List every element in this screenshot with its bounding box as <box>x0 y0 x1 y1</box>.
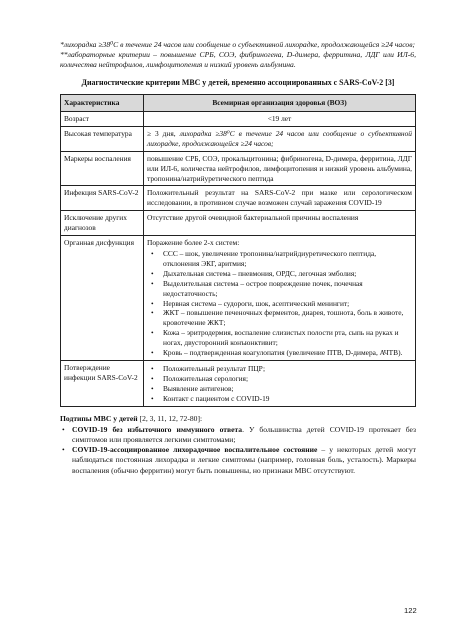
list-item: • Контакт с пациентом с COVID-19 <box>163 394 412 404</box>
subtypes-section <box>60 414 416 476</box>
subtype-text: – у некоторых детей могут наблюдаться постоянная лихорадка и легкие симптомы (например, головная боль, усталость). Маркеры воспаления (обычно ферритин) могут быть повышены, но признаки МВС отсутствуют. <box>72 445 416 475</box>
list-item: • Положительный результат ПЦР; <box>163 364 412 374</box>
row-value-markers: повышение СРБ, СОЭ, прокальцитонина; фибриногена, D-димера, ферритина, ЛДГ или ИЛ-6, количества нейтрофилов, лимфоцитопения и низкий уровень альбумина, тропонина/натрийуретического пептида <box>144 151 416 186</box>
list-item: • Дыхательная система – пневмония, ОРДС, легочная эмболия; <box>163 269 412 279</box>
list-item <box>72 425 416 445</box>
list-item: • Кожа – эритродермия, воспаление слизистых полости рта, сыпь на руках и ногах, двусторонний конъюнктивит; <box>163 328 412 348</box>
subtypes-heading-line <box>60 414 416 424</box>
subtypes-list <box>60 425 416 476</box>
table-row <box>61 186 416 211</box>
table-row <box>61 211 416 236</box>
document-page <box>60 40 416 476</box>
table-title: Диагностические критерии МВС у детей, временно ассоциированных с SARS-CoV-2 [3] <box>81 77 395 87</box>
footnote-lab-criteria: **лабораторные критерии – повышение СРБ, СОЭ, фибриногена, D-димера, ферритина, ЛДГ или ИЛ-6, количества нейтрофилов, лимфоцитопения и низкий уровень альбумина. <box>60 50 416 70</box>
row-label-markers: Маркеры воспаления <box>61 151 144 186</box>
organ-intro: Поражение более 2-х систем: <box>147 238 240 248</box>
row-label-organ: Органная дисфункция <box>61 236 144 361</box>
list-item: • Кровь – подтвержденная коагулопатия (увеличение ПТВ, D-димера, АЧТВ). <box>163 348 412 358</box>
subtype-title: COVID-19-ассоциированное лихорадочное воспалительное состояние <box>72 445 318 455</box>
row-value-age: <19 лет <box>144 112 416 127</box>
row-label-infection: Инфекция SARS-CoV-2 <box>61 186 144 211</box>
table-row <box>61 126 416 151</box>
subtypes-heading: Подтипы МВС у детей <box>60 413 138 423</box>
page-number: 122 <box>404 606 417 615</box>
subtype-text: . У большинства детей COVID-19 протекает без симптомов или проявляется легкими симптомами; <box>72 424 416 444</box>
header-characteristic: Характеристика <box>61 95 144 112</box>
row-value-infection: Положительный результат на SARS-CoV-2 при мазке или серологическом исследовании, в противном случае возможен случай заражения COVID-19 <box>144 186 416 211</box>
list-item: • Выделительная система – острое повреждение почек, почечная недостаточность; <box>163 279 412 299</box>
table-row <box>61 151 416 186</box>
organ-list <box>147 249 412 358</box>
row-label-exclusion: Исключение других диагнозов <box>61 211 144 236</box>
list-item: • Нервная система – судороги, шок, асептический менингит; <box>163 299 412 309</box>
table-row <box>61 360 416 406</box>
table-header-row <box>61 95 416 112</box>
fever-definition: лихорадка ≥38⁰С в течение 24 часов или сообщение о субъективной лихорадке, продолжающейся ≥24 часов; <box>147 128 412 148</box>
footnote-fever: *лихорадка ≥38⁰С в течение 24 часов или сообщение о субъективной лихорадке, продолжающейся ≥24 часов; <box>60 40 416 49</box>
subtype-title: COVID-19 без избыточного иммунного ответа <box>72 424 243 434</box>
row-label-age: Возраст <box>61 112 144 127</box>
row-value-organ <box>144 236 416 361</box>
list-item <box>72 445 416 476</box>
fever-duration: ≥ 3 дня, <box>147 128 180 138</box>
list-item: • ЖКТ – повышение печеночных ферментов, диарея, тошнота, боль в животе, кровотечение ЖКТ; <box>163 308 412 328</box>
row-value-fever <box>144 126 416 151</box>
row-label-confirm: Потверждение инфекции SARS-CoV-2 <box>61 360 144 406</box>
list-item: • Положительная серология; <box>163 374 412 384</box>
criteria-table <box>60 94 416 406</box>
row-value-exclusion: Отсутствие другой очевидной бактериальной причины воспаления <box>144 211 416 236</box>
subtypes-refs: [2, 3, 11, 12, 72-80]: <box>137 413 203 423</box>
row-value-confirm <box>144 360 416 406</box>
table-row <box>61 236 416 361</box>
list-item: • Выявление антигенов; <box>163 384 412 394</box>
row-label-fever: Высокая температура <box>61 126 144 151</box>
list-item: • ССС – шок, увеличение тропонина/натрийдиуретического пептида, отклонения ЭКГ, аритмия; <box>163 249 412 269</box>
table-row <box>61 112 416 127</box>
header-who: Всемирная организация здоровья (ВОЗ) <box>144 95 416 112</box>
confirm-list <box>147 364 412 404</box>
